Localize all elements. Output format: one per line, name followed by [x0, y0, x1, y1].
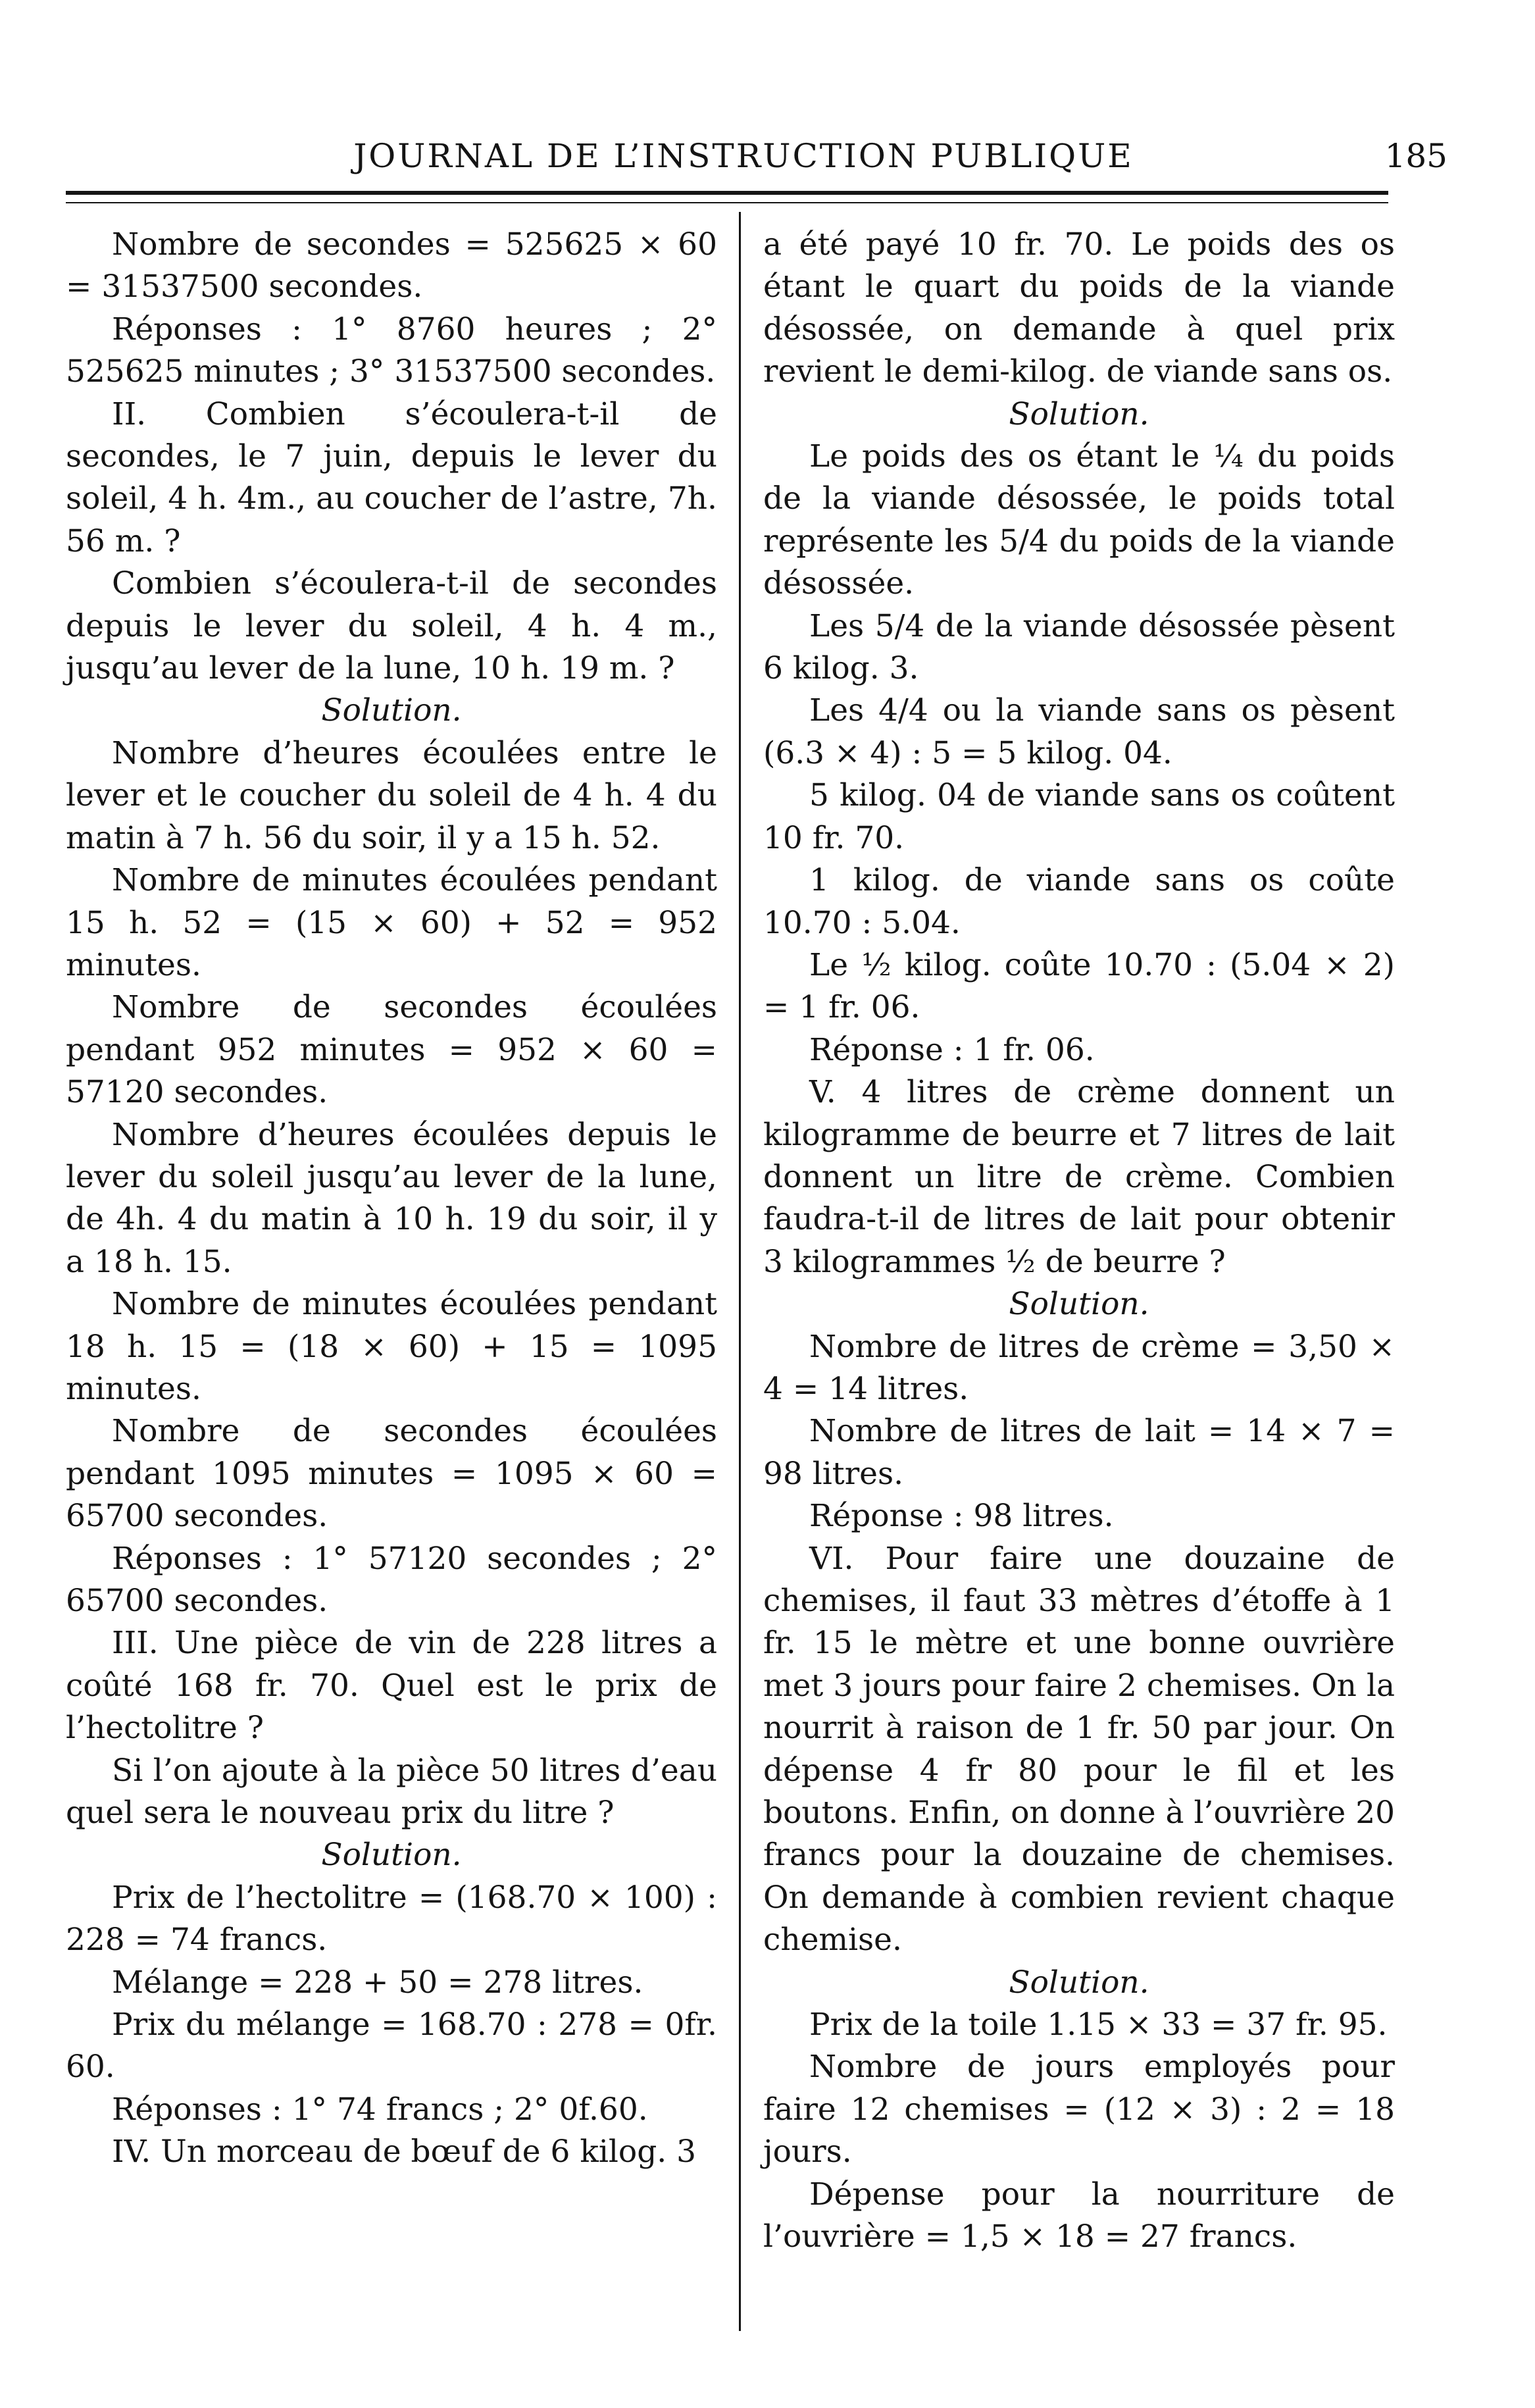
header-rule-thick: [66, 191, 1388, 195]
paragraph: Nombre de litres de crème = 3,50 × 4 = 14 litres.: [763, 1328, 1395, 1407]
solution-heading: Solution.: [1009, 396, 1149, 432]
journal-title: JOURNAL DE L’INSTRUCTION PUBLIQUE: [353, 137, 1134, 175]
paragraph: Nombre d’heures écoulées entre le lever et le coucher du soleil de 4 h. 4 du matin à 7 h. 56 du soir, il y a 15 h. 52.: [66, 734, 717, 856]
paragraph: Le poids des os étant le ¼ du poids de la viande désossée, le poids total représente les 5/4 du poids de la viande désossée.: [763, 438, 1395, 602]
paragraph: Nombre de secondes écoulées pendant 952 minutes = 952 × 60 = 57120 secondes.: [66, 989, 717, 1111]
header-rule-thin: [66, 202, 1388, 203]
answer-line: Réponses : 1° 8760 heures ; 2° 525625 minutes ; 3° 31537500 secondes.: [66, 311, 717, 390]
solution-heading: Solution.: [321, 1837, 462, 1874]
answer-line: Réponse : 98 litres.: [809, 1498, 1114, 1535]
paragraph: Nombre de minutes écoulées pendant 18 h. 15 = (18 × 60) + 15 = 1095 minutes.: [66, 1286, 717, 1407]
paragraph: Prix de la toile 1.15 × 33 = 37 fr. 95.: [809, 2007, 1388, 2043]
paragraph: a été payé 10 fr. 70. Le poids des os étant le quart du poids de la viande désossée, on demande à quel prix revient le demi-kilog. de viande sans os.: [763, 226, 1395, 390]
paragraph: Prix du mélange = 168.70 : 278 = 0fr. 60.: [66, 2007, 717, 2086]
problem-statement: IV. Un morceau de bœuf de 6 kilog. 3: [112, 2134, 697, 2170]
problem-statement: Combien s’écoulera-t-il de secondes depuis le lever du soleil, 4 h. 4 m., jusqu’au lever de la lune, 10 h. 19 m. ?: [66, 565, 717, 687]
problem-statement: V. 4 litres de crème donnent un kilogramme de beurre et 7 litres de lait donnent un litre de crème. Combien faudra-t-il de litres de lait pour obtenir 3 kilogrammes ½ de beurre ?: [763, 1074, 1395, 1280]
problem-statement: II. Combien s’écoulera-t-il de secondes, le 7 juin, depuis le lever du soleil, 4 h. 4m., au coucher de l’astre, 7h. 56 m. ?: [66, 396, 717, 559]
paragraph: Les 5/4 de la viande désossée pèsent 6 kilog. 3.: [763, 607, 1395, 687]
page-header: [66, 126, 1447, 186]
answer-line: Réponses : 1° 57120 secondes ; 2° 65700 secondes.: [66, 1540, 717, 1619]
page-number: 185: [1384, 137, 1447, 175]
paragraph: Nombre de secondes écoulées pendant 1095 minutes = 1095 × 60 = 65700 secondes.: [66, 1413, 717, 1535]
paragraph: Les 4/4 ou la viande sans os pèsent (6.3 × 4) : 5 = 5 kilog. 04.: [763, 692, 1395, 771]
problem-statement: VI. Pour faire une douzaine de chemises, il faut 33 mètres d’étoffe à 1 fr. 15 le mètre et une bonne ouvrière met 3 jours pour faire 2 chemises. On la nourrit à raison de 1 fr. 50 par jour. On dépense 4 fr 80 pour le fil et les boutons. Enfin, on donne à l’ouvrière 20 francs pour la douzaine de chemises. On demande à combien revient chaque chemise.: [763, 1540, 1395, 1959]
paragraph: Nombre de minutes écoulées pendant 15 h. 52 = (15 × 60) + 52 = 952 minutes.: [66, 862, 717, 983]
solution-heading: Solution.: [1009, 1964, 1149, 2001]
paragraph: Dépense pour la nourriture de l’ouvrière = 1,5 × 18 = 27 francs.: [763, 2176, 1395, 2255]
solution-heading: Solution.: [321, 692, 462, 729]
paragraph: 5 kilog. 04 de viande sans os coûtent 10 fr. 70.: [763, 777, 1395, 856]
paragraph: Nombre de jours employés pour faire 12 chemises = (12 × 3) : 2 = 18 jours.: [763, 2049, 1395, 2170]
paragraph: 1 kilog. de viande sans os coûte 10.70 : 5.04.: [763, 862, 1395, 941]
problem-statement: III. Une pièce de vin de 228 litres a coûté 168 fr. 70. Quel est le prix de l’hectolitre ?: [66, 1625, 717, 1747]
paragraph: Nombre de secondes = 525625 × 60 = 31537500 secondes.: [66, 226, 717, 305]
paragraph: Nombre de litres de lait = 14 × 7 = 98 litres.: [763, 1413, 1395, 1492]
answer-line: Réponse : 1 fr. 06.: [809, 1031, 1095, 1068]
answer-line: Réponses : 1° 74 francs ; 2° 0f.60.: [112, 2091, 648, 2128]
right-column: [763, 224, 1395, 2259]
problem-statement: Si l’on ajoute à la pièce 50 litres d’eau quel sera le nouveau prix du litre ?: [66, 1752, 717, 1832]
left-column: [66, 224, 717, 2174]
column-divider: [739, 212, 741, 2331]
paragraph: Prix de l’hectolitre = (168.70 × 100) : 228 = 74 francs.: [66, 1879, 717, 1959]
solution-heading: Solution.: [1009, 1286, 1149, 1323]
paragraph: Mélange = 228 + 50 = 278 litres.: [112, 1964, 643, 2001]
paragraph: Le ½ kilog. coûte 10.70 : (5.04 × 2) = 1 fr. 06.: [763, 946, 1395, 1026]
paragraph: Nombre d’heures écoulées depuis le lever du soleil jusqu’au lever de la lune, de 4h. 4 du matin à 10 h. 19 du soir, il y a 18 h. 15.: [66, 1116, 717, 1280]
